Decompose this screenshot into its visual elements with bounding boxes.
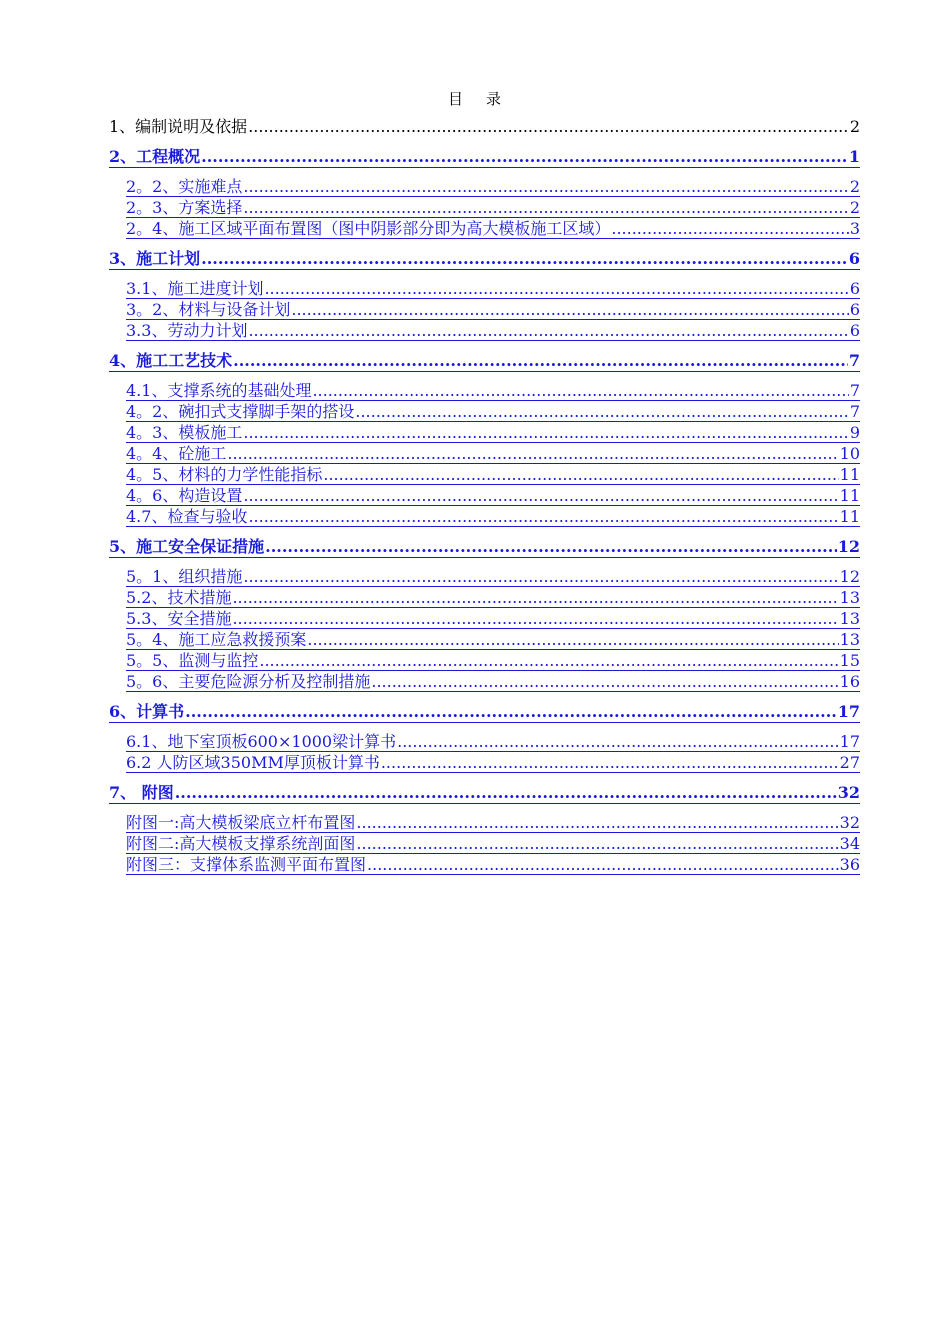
toc-entry-label: 1、编制说明及依据 — [109, 117, 248, 136]
toc-page-number: 6 — [849, 279, 860, 298]
toc-entry-label: 5.3、安全措施 — [126, 609, 232, 628]
toc-entry-label: 4、施工工艺技术 — [109, 351, 233, 370]
toc-entry-label: 4。5、材料的力学性能指标 — [126, 465, 323, 484]
toc-section-link[interactable] — [126, 651, 860, 671]
toc-page-number: 6 — [848, 249, 860, 268]
toc-entry-label: 2。4、施工区域平面布置图（图中阴影部分即为高大模板施工区域） — [126, 219, 611, 238]
toc-section-link[interactable] — [126, 753, 860, 773]
toc-section-link[interactable] — [126, 672, 860, 692]
toc-entry-label: 5.2、技术措施 — [126, 588, 232, 607]
toc-section-link[interactable] — [126, 321, 860, 341]
toc-chapter-link[interactable] — [109, 701, 860, 723]
toc-entry-label: 5。4、施工应急救援预案 — [126, 630, 307, 649]
toc-page-number: 13 — [839, 630, 860, 649]
dot-leader — [611, 219, 848, 238]
dot-leader — [381, 753, 839, 772]
toc-page-number: 9 — [849, 423, 860, 442]
toc-page-number: 11 — [839, 486, 860, 505]
toc-section-link[interactable] — [126, 381, 860, 401]
toc-page-number: 7 — [849, 402, 860, 421]
toc-section-link[interactable] — [126, 630, 860, 650]
toc-page-number: 7 — [848, 351, 860, 370]
title-char-1: 目 — [447, 90, 464, 108]
dot-leader — [323, 465, 838, 484]
toc-page-number: 13 — [839, 588, 860, 607]
toc-page-number: 34 — [839, 834, 860, 853]
toc-entry-label: 6.2 人防区域350MM厚顶板计算书 — [126, 753, 380, 772]
toc-entry-label: 3.1、施工进度计划 — [126, 279, 264, 298]
toc-page-number: 2 — [849, 177, 860, 196]
toc-entry-label: 4。4、砼施工 — [126, 444, 227, 463]
toc-entry-label: 4。6、构造设置 — [126, 486, 243, 505]
dot-leader — [356, 813, 838, 832]
toc-section-link[interactable] — [126, 219, 860, 239]
dot-leader — [243, 198, 848, 217]
toc-page-number: 3 — [849, 219, 860, 238]
dot-leader — [265, 536, 837, 557]
toc-page-number: 17 — [839, 732, 860, 751]
toc-entry — [109, 116, 860, 137]
dot-leader — [243, 423, 848, 442]
toc-section-link[interactable] — [126, 609, 860, 629]
dot-leader — [243, 177, 848, 196]
toc-section-link[interactable] — [126, 588, 860, 608]
toc-entry-label: 4。3、模板施工 — [126, 423, 243, 442]
toc-page-number: 27 — [839, 753, 860, 772]
toc-chapter-link[interactable] — [109, 536, 860, 558]
dot-leader — [355, 402, 848, 421]
toc-chapter-link[interactable] — [109, 350, 860, 372]
toc-section-link[interactable] — [126, 423, 860, 443]
toc-entry-label: 3。2、材料与设备计划 — [126, 300, 291, 319]
toc-page-number: 16 — [839, 672, 860, 691]
toc-page-number: 32 — [839, 813, 860, 832]
toc-entry-label: 6.1、地下室顶板600×1000梁计算书 — [126, 732, 397, 751]
toc-page-number: 2 — [849, 117, 860, 136]
toc-chapter-link[interactable] — [109, 146, 860, 168]
dot-leader — [248, 321, 848, 340]
dot-leader — [227, 444, 838, 463]
toc-page-number: 6 — [849, 321, 860, 340]
toc-entry-label: 5、施工安全保证措施 — [109, 537, 265, 556]
toc-entry-label: 2。3、方案选择 — [126, 198, 243, 217]
toc-entry-label: 7、 附图 — [109, 783, 174, 802]
toc-page-number: 7 — [849, 381, 860, 400]
dot-leader — [307, 630, 838, 649]
toc-section-link[interactable] — [126, 855, 860, 875]
dot-leader — [201, 146, 848, 167]
toc-section-link[interactable] — [126, 402, 860, 422]
toc-page-number: 1 — [848, 147, 860, 166]
toc-entry-label: 2。2、实施难点 — [126, 177, 243, 196]
toc-entry-label: 2、工程概况 — [109, 147, 201, 166]
toc-page-number: 6 — [849, 300, 860, 319]
toc-entry-label: 附图二:高大模板支撑系统剖面图 — [126, 834, 356, 853]
toc-entry-label: 5。6、主要危险源分析及控制措施 — [126, 672, 371, 691]
dot-leader — [264, 279, 848, 298]
toc-page-number: 13 — [839, 609, 860, 628]
page-title — [0, 88, 950, 110]
dot-leader — [291, 300, 848, 319]
dot-leader — [232, 588, 838, 607]
toc-entry-label: 4.7、检查与验收 — [126, 507, 248, 526]
toc-chapter-link[interactable] — [109, 248, 860, 270]
dot-leader — [397, 732, 839, 751]
toc-page-number: 36 — [839, 855, 860, 874]
toc-section-link[interactable] — [126, 486, 860, 506]
toc-section-link[interactable] — [126, 567, 860, 587]
dot-leader — [243, 486, 838, 505]
toc-page-number: 12 — [837, 537, 860, 556]
toc-page-number: 2 — [849, 198, 860, 217]
toc-section-link[interactable] — [126, 177, 860, 197]
toc-section-link[interactable] — [126, 834, 860, 854]
toc-entry-label: 附图一:高大模板梁底立杆布置图 — [126, 813, 356, 832]
dot-leader — [371, 672, 838, 691]
dot-leader — [233, 350, 848, 371]
toc-entry-label: 3.3、劳动力计划 — [126, 321, 248, 340]
toc-entry-label: 4。2、碗扣式支撑脚手架的搭设 — [126, 402, 355, 421]
dot-leader — [367, 855, 839, 874]
toc-section-link[interactable] — [126, 279, 860, 299]
toc-entry-label: 附图三：支撑体系监测平面布置图 — [126, 855, 367, 874]
toc-section-link[interactable] — [126, 732, 860, 752]
toc-section-link[interactable] — [126, 507, 860, 527]
toc-entry-label: 3、施工计划 — [109, 249, 201, 268]
dot-leader — [356, 834, 838, 853]
toc-page-number: 11 — [839, 465, 860, 484]
toc-page-number: 15 — [839, 651, 860, 670]
dot-leader — [185, 701, 837, 722]
dot-leader — [259, 651, 838, 670]
toc-page-number: 12 — [839, 567, 860, 586]
toc-section-link[interactable] — [126, 198, 860, 218]
toc-entry-label: 5。1、组织措施 — [126, 567, 243, 586]
dot-leader — [232, 609, 838, 628]
dot-leader — [248, 507, 838, 526]
toc-entry-label: 4.1、支撑系统的基础处理 — [126, 381, 312, 400]
dot-leader — [248, 116, 849, 137]
toc-page-number: 11 — [839, 507, 860, 526]
toc-entry-label: 6、计算书 — [109, 702, 185, 721]
toc-page-number: 10 — [839, 444, 860, 463]
dot-leader — [201, 248, 848, 269]
title-char-2: 录 — [486, 90, 503, 108]
toc-section-link[interactable] — [126, 444, 860, 464]
toc-page-number: 17 — [837, 702, 860, 721]
toc-chapter-link[interactable] — [109, 782, 860, 804]
toc-section-link[interactable] — [126, 465, 860, 485]
dot-leader — [312, 381, 848, 400]
toc-entry-label: 5。5、监测与监控 — [126, 651, 259, 670]
toc-section-link[interactable] — [126, 300, 860, 320]
table-of-contents — [109, 116, 860, 884]
dot-leader — [243, 567, 838, 586]
toc-section-link[interactable] — [126, 813, 860, 833]
toc-page-number: 32 — [837, 783, 860, 802]
dot-leader — [175, 782, 837, 803]
